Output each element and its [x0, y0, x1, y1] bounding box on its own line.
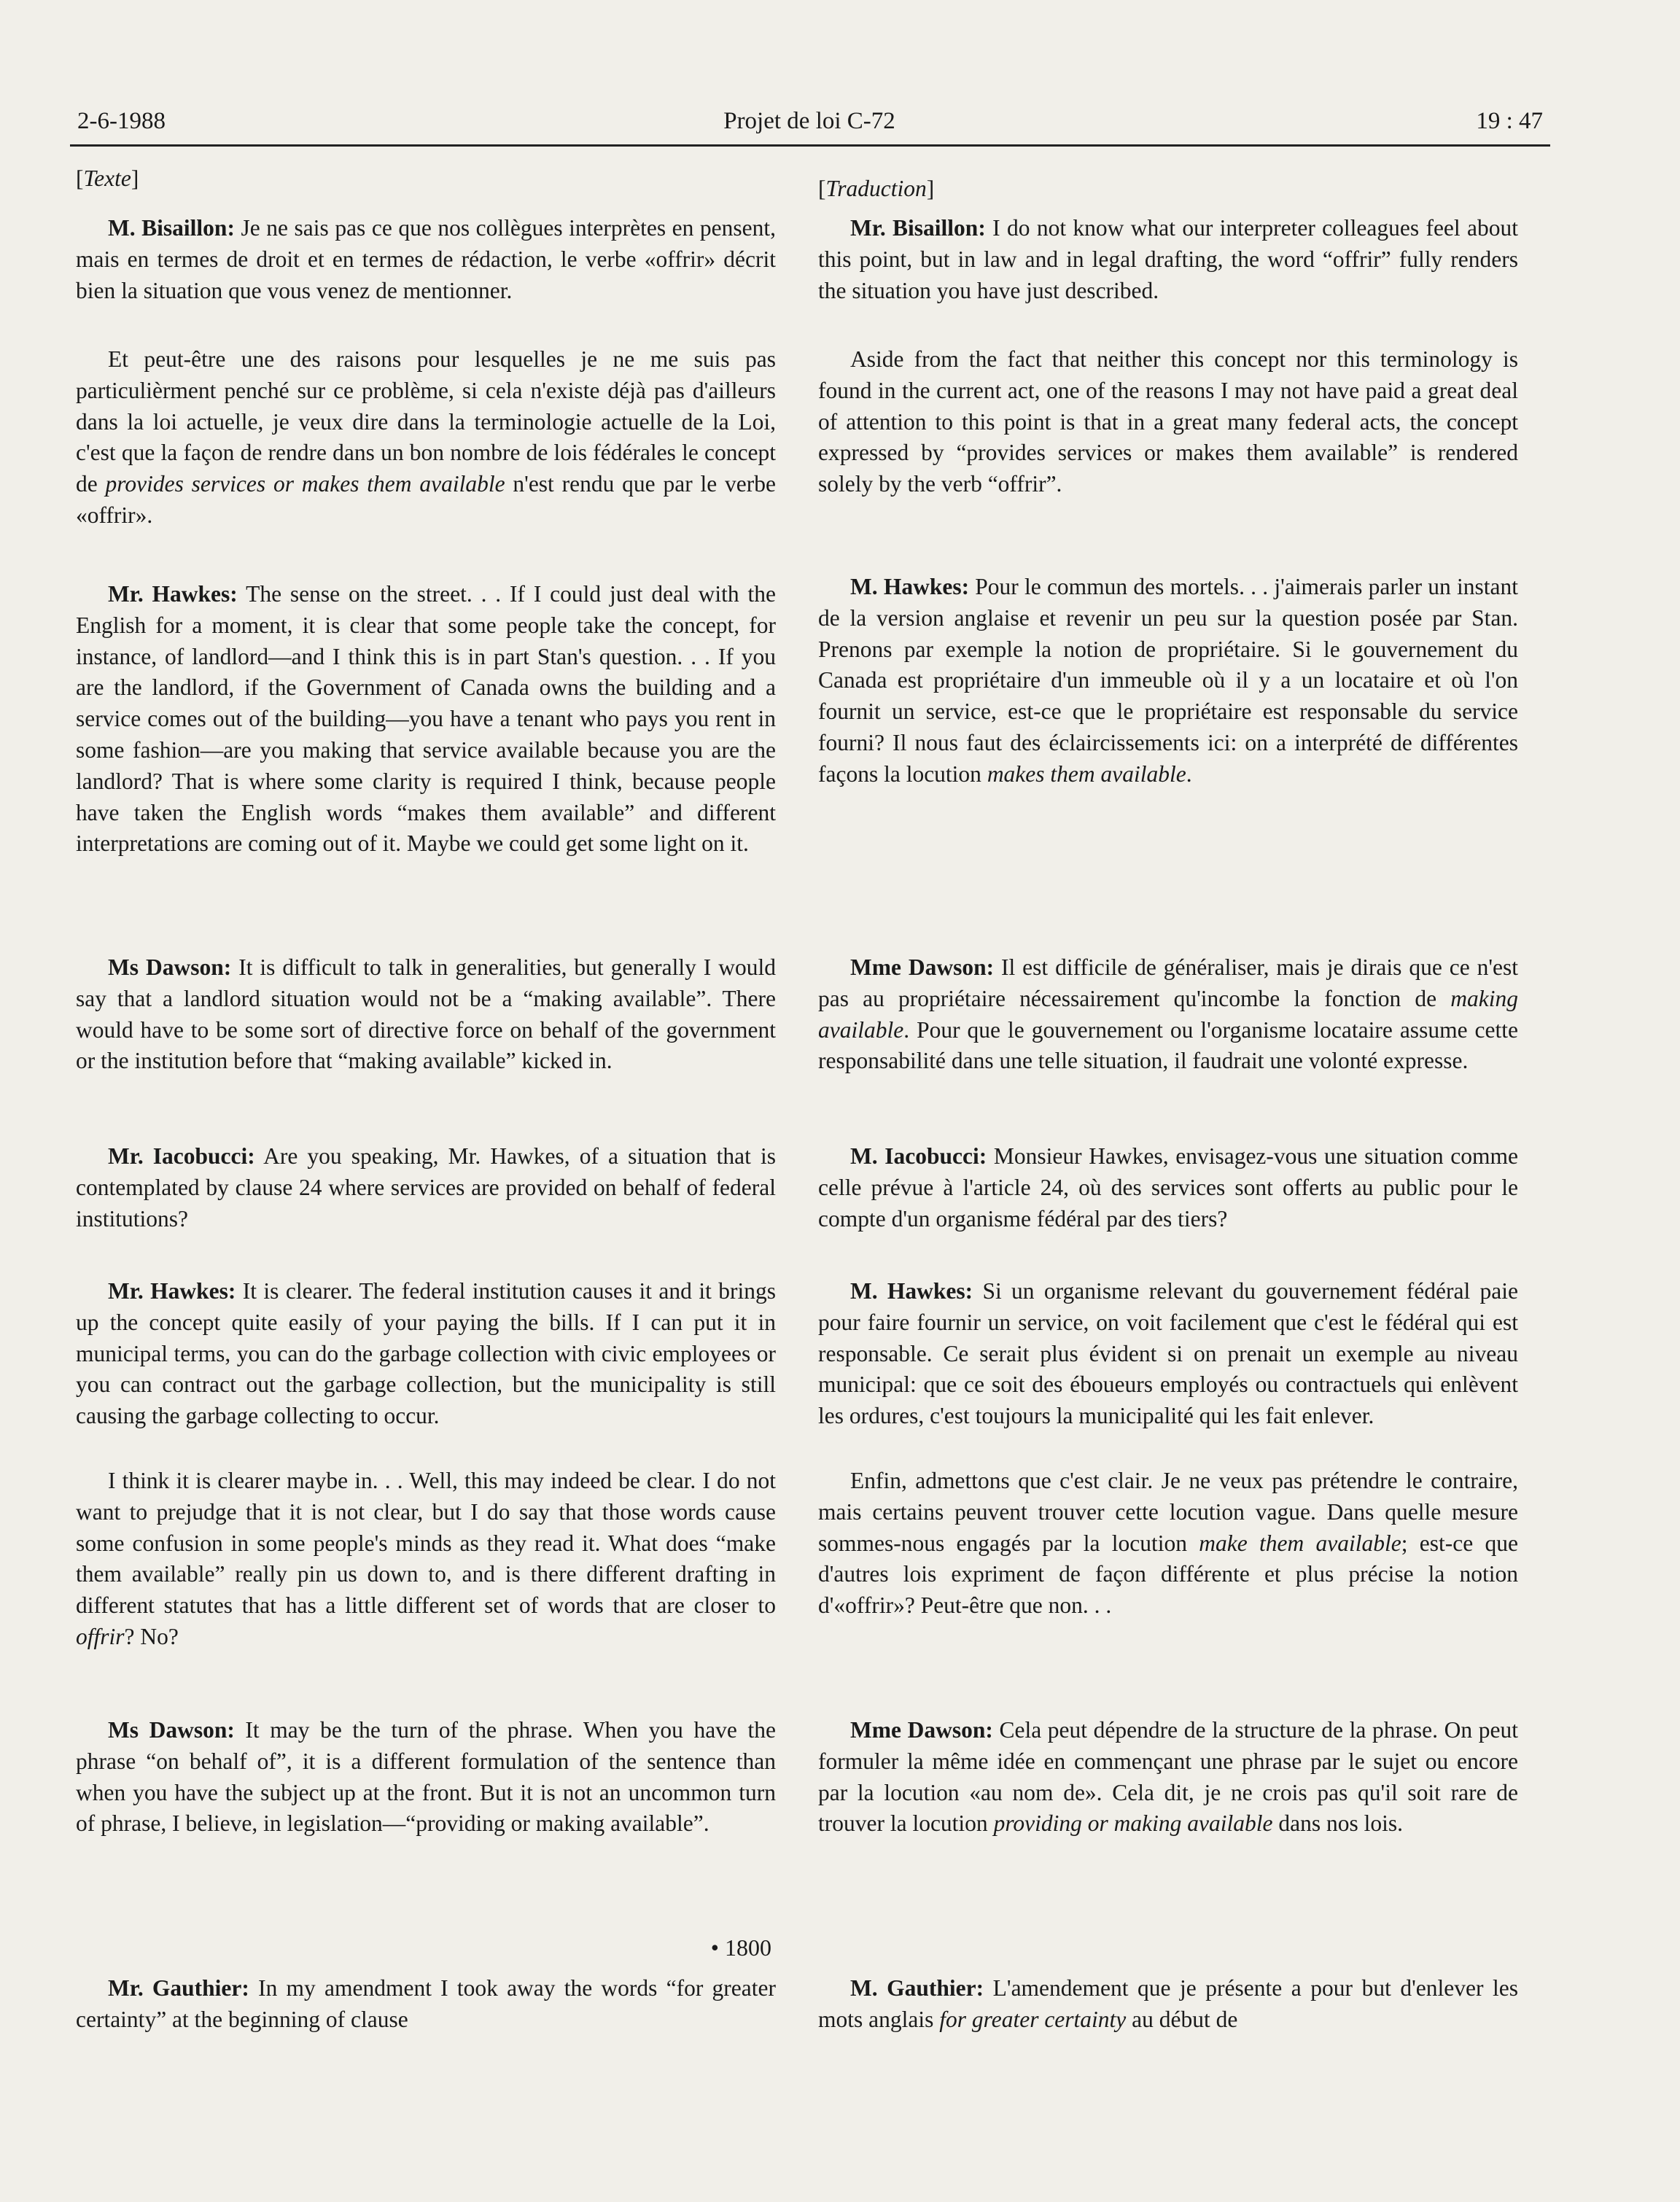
paragraph-text: Enfin, admettons que c'est clair. Je ne veux pas prétendre le contraire, mais certains peuvent trouver cette locution vague. Dans quelle mesure sommes-nous engagés par la locution	[818, 1468, 1518, 1556]
paragraph-text: Et peut-être une des raisons pour lesquelles je ne me suis pas particulièrment penché sur ce problème, si cela n'existe déjà pas d'ailleurs dans la loi actuelle, je veux dire dans la terminologie actuelle de la Loi, c'est que la façon de rendre dans un bon nombre de lois fédérales le concept de	[76, 346, 776, 497]
paragraph	[76, 952, 776, 1077]
emphasized-term: for greater certainty	[939, 2006, 1127, 2032]
paragraph-text: I think it is clearer maybe in. . . Well, this may indeed be clear. I do not want to prejudge that it is not clear, but I do say that those words cause some confusion in some people's minds as they read it. What does “make them available” really pin us down to, and is there different drafting in different statutes that has a little different set of words that are closer to	[76, 1468, 776, 1619]
paragraph	[818, 952, 1518, 1077]
speaker-name: Mr. Gauthier:	[108, 1975, 249, 2001]
paragraph-text: Il est difficile de généraliser, mais je dirais que ce n'est pas au propriétaire nécessairement qu'incombe la fonction de	[818, 954, 1518, 1011]
paragraph	[76, 1276, 776, 1432]
paragraph-text: .	[1186, 760, 1192, 787]
speaker-name: Mr. Hawkes:	[108, 1278, 236, 1304]
paragraph	[76, 344, 776, 532]
header-date: 2-6-1988	[77, 108, 166, 134]
paragraph-text: It may be the turn of the phrase. When you have the phrase “on behalf of”, it is a different formulation of the sentence than when you have the subject up at the front. But it is not an uncommon turn of phrase, I believe, in legislation—“providing or making available”.	[76, 1717, 776, 1837]
paragraph-text: . Pour que le gouvernement ou l'organisme locataire assume cette responsabilité dans une telle situation, il faudrait une volonté expresse.	[818, 1016, 1518, 1074]
paragraph-text: In my amendment I took away the words “for greater certainty” at the beginning of clause	[76, 1975, 776, 2032]
emphasized-term: making available	[818, 985, 1518, 1043]
paragraph	[76, 1466, 776, 1653]
header-title: Projet de loi C-72	[723, 108, 895, 134]
paragraph-text: It is difficult to talk in generalities, but generally I would say that a landlord situation would not be a “making available”. There would have to be some sort of directive force on behalf of the government or the institution before that “making available” kicked in.	[76, 954, 776, 1074]
paragraph	[76, 213, 776, 306]
paragraph-text: Are you speaking, Mr. Hawkes, of a situation that is contemplated by clause 24 where services are provided on behalf of federal institutions?	[76, 1143, 776, 1232]
paragraph-text: ? No?	[124, 1623, 179, 1649]
emphasized-term: providing or making available	[993, 1810, 1273, 1837]
header-page-number: 19 : 47	[1476, 108, 1543, 134]
paragraph	[818, 1466, 1518, 1622]
speaker-name: Mr. Bisaillon:	[850, 215, 986, 241]
paragraph	[818, 572, 1518, 790]
paragraph	[76, 1141, 776, 1234]
emphasized-term: provides services or makes them available	[105, 471, 505, 497]
paragraph-text: Si un organisme relevant du gouvernement fédéral paie pour faire fournir un service, on voit facilement que c'est le fédéral qui est responsable. Ce serait plus évident si on prenait un exemple au niveau municipal: que ce soit des éboueurs employés ou contractuels qui enlèvent les ordures, c'est toujours la municipalité qui les fait enlever.	[818, 1278, 1518, 1429]
paragraph-text: Pour le commun des mortels. . . j'aimerais parler un instant de la version anglaise et revenir un peu sur la question posée par Stan. Prenons par exemple la notion de propriétaire. Si le gouvernement du Canada est propriétaire d'un immeuble où il y a un locataire et où l'on fournit un service, est-ce que le propriétaire est responsable du service fourni? Il nous faut des éclaircissements ici: on a interprété de différentes façons la locution	[818, 574, 1519, 787]
paragraph-text: Aside from the fact that neither this concept nor this terminology is found in the current act, one of the reasons I may not have paid a great deal of attention to this point is that in a great many federal acts, the concept expressed by “provides services or makes them available” is rendered solely by the verb “offrir”.	[818, 346, 1518, 497]
speaker-name: Mme Dawson:	[850, 954, 995, 980]
paragraph-text: L'amendement que je présente a pour but d'enlever les mots anglais	[818, 1975, 1518, 2032]
speaker-name: M. Iacobucci:	[850, 1143, 987, 1169]
paragraph	[818, 1715, 1518, 1840]
speaker-name: Mme Dawson:	[850, 1717, 993, 1743]
speaker-name: Ms Dawson:	[108, 954, 232, 980]
speaker-name: M. Hawkes:	[850, 1278, 973, 1304]
emphasized-term: offrir	[76, 1623, 125, 1649]
paragraph	[76, 1715, 776, 1840]
page-header	[70, 108, 1549, 149]
paragraph	[818, 1276, 1518, 1432]
paragraph	[76, 579, 776, 860]
paragraph-text: n'est rendu que par le verbe «offrir».	[76, 471, 776, 528]
speaker-name: M. Hawkes:	[850, 574, 970, 599]
paragraph-text: au début de	[1126, 2006, 1238, 2032]
paragraph-text: Cela peut dépendre de la structure de la phrase. On peut formuler la même idée en commençant une phrase par le sujet ou encore par la locution «au nom de». Cela dit, je ne crois pas qu'il soit rare de trouver la locution	[818, 1717, 1519, 1837]
time-marker: • 1800	[710, 1934, 771, 1961]
paragraph	[818, 1141, 1518, 1234]
speaker-name: M. Bisaillon:	[108, 215, 235, 241]
paragraph-text: I do not know what our interpreter colleagues feel about this point, but in law and in legal drafting, the word “offrir” fully renders the situation you have just described.	[818, 215, 1518, 303]
paragraph	[76, 1973, 776, 2036]
paragraph-text: Je ne sais pas ce que nos collègues interprètes en pensent, mais en termes de droit et en termes de rédaction, le verbe «offrir» décrit bien la situation que vous venez de mentionner.	[76, 215, 777, 303]
paragraph	[818, 344, 1518, 500]
paragraph-text: dans nos lois.	[1272, 1810, 1403, 1837]
paragraph-text: It is clearer. The federal institution causes it and it brings up the concept quite easily of your paying the bills. If I can put it in municipal terms, you can do the garbage collection with civic employees or you can contract out the garbage collection, but the municipality is still causing the garbage collecting to occur.	[76, 1278, 776, 1429]
paragraph-text: Monsieur Hawkes, envisagez-vous une situation comme celle prévue à l'article 24, où des services sont offerts au public pour le compte d'un organisme fédéral par des tiers?	[818, 1143, 1518, 1232]
paragraph-text: The sense on the street. . . If I could just deal with the English for a moment, it is clear that some people take the concept, for instance, of landlord—and I think this is in part Stan's question. . . If you are the landlord, if the Government of Canada owns the building and a service comes out of the building—you have a tenant who pays you rent in some fashion—are you making that service available because you are the landlord? That is where some clarity is required I think, because people have taken the English words “makes them available” and different interpretations are coming out of it. Maybe we could get some light on it.	[76, 581, 776, 857]
header-rule	[70, 144, 1550, 147]
speaker-name: Mr. Hawkes:	[108, 581, 238, 607]
section-tag: [Texte]	[76, 166, 139, 191]
speaker-name: M. Gauthier:	[850, 1975, 984, 2001]
speaker-name: Ms Dawson:	[108, 1717, 235, 1743]
emphasized-term: makes them available	[987, 760, 1186, 787]
section-tag: [Traduction]	[818, 176, 935, 201]
speaker-name: Mr. Iacobucci:	[108, 1143, 255, 1169]
paragraph	[818, 1973, 1518, 2036]
emphasized-term: make them available	[1199, 1530, 1401, 1556]
paragraph	[818, 213, 1518, 306]
paragraph-text: ; est-ce que d'autres lois expriment de façon différente et plus précise la notion d'«offrir»? Peut-être que non. . .	[818, 1530, 1518, 1619]
